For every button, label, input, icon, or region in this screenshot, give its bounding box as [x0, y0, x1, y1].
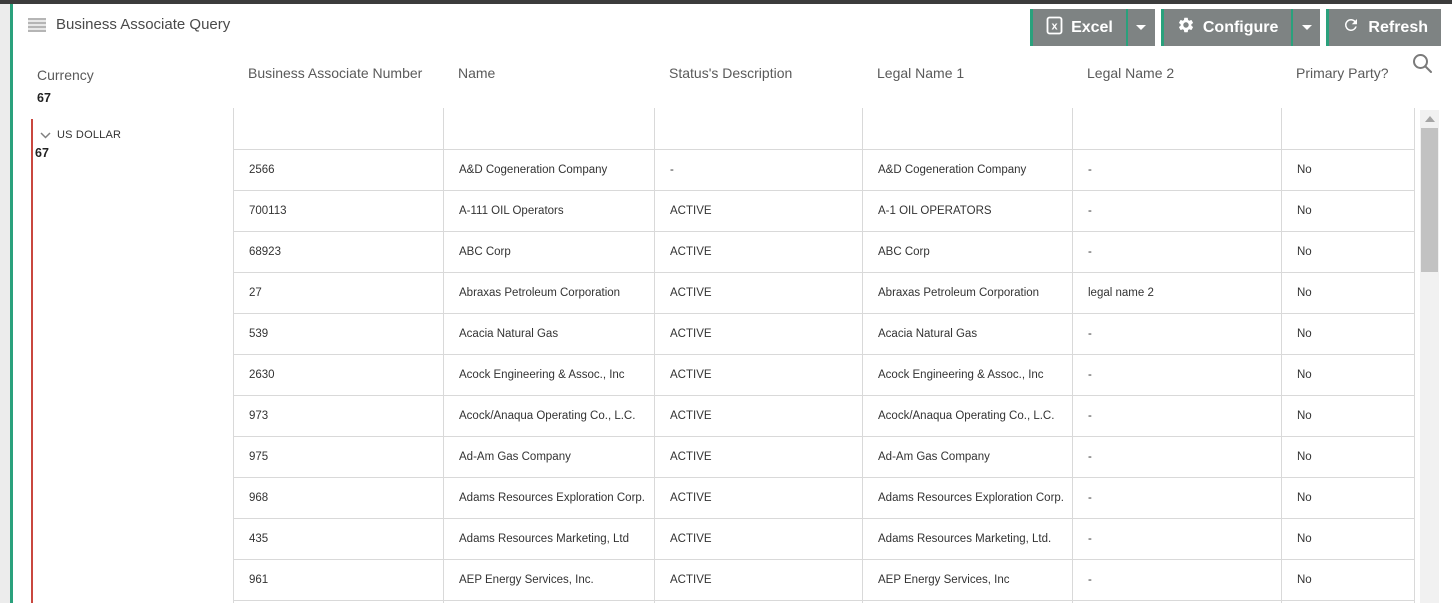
table-cell: No — [1281, 273, 1415, 313]
table-cell: Adams Resources Exploration Corp. — [862, 478, 1072, 518]
table-cell: AEP Energy Services, Inc — [862, 560, 1072, 600]
table-cell: 2566 — [233, 150, 443, 190]
filter-cell[interactable] — [1281, 108, 1415, 149]
table-row[interactable] — [233, 314, 1415, 355]
excel-button-group — [1030, 9, 1155, 46]
table-row[interactable] — [233, 232, 1415, 273]
table-cell: - — [1072, 232, 1281, 272]
toolbar — [1030, 9, 1441, 46]
table-cell: ACTIVE — [654, 314, 862, 354]
table-cell: Abraxas Petroleum Corporation — [862, 273, 1072, 313]
table-cell: Adams Resources Exploration Corp. — [443, 478, 654, 518]
chevron-down-icon[interactable] — [40, 126, 51, 144]
excel-button[interactable] — [1030, 9, 1126, 46]
table-cell: A-111 OIL Operators — [443, 191, 654, 231]
column-header-2[interactable]: Name — [458, 65, 496, 81]
page-title: Business Associate Query — [56, 16, 231, 33]
table-cell: Acock Engineering & Assoc., Inc — [443, 355, 654, 395]
column-header-6[interactable]: Primary Party? — [1296, 65, 1389, 81]
vertical-scrollbar[interactable] — [1420, 110, 1439, 603]
configure-dropdown-button[interactable] — [1291, 9, 1320, 46]
table-cell: 27 — [233, 273, 443, 313]
filter-row[interactable] — [233, 108, 1415, 150]
column-header-4[interactable]: Legal Name 1 — [877, 65, 965, 81]
table-cell: 2630 — [233, 355, 443, 395]
tree-item-label: US DOLLAR — [57, 129, 122, 141]
table-cell: ACTIVE — [654, 232, 862, 272]
table-column-headers — [233, 65, 1415, 81]
table-cell: AEP Energy Services, Inc. — [443, 560, 654, 600]
accent-left-border — [10, 4, 13, 603]
table-cell: No — [1281, 314, 1415, 354]
table-cell: - — [654, 150, 862, 190]
table-row[interactable] — [233, 437, 1415, 478]
caret-down-icon — [1136, 25, 1146, 30]
table-cell: No — [1281, 232, 1415, 272]
table-row[interactable] — [233, 396, 1415, 437]
table-cell: 961 — [233, 560, 443, 600]
svg-text:x: x — [1051, 20, 1058, 32]
table-cell: Acacia Natural Gas — [443, 314, 654, 354]
table-cell: ABC Corp — [862, 232, 1072, 272]
configure-button[interactable] — [1161, 9, 1292, 46]
table-cell: A&D Cogeneration Company — [443, 150, 654, 190]
table-cell: A&D Cogeneration Company — [862, 150, 1072, 190]
refresh-button-label: Refresh — [1368, 18, 1428, 36]
excel-dropdown-button[interactable] — [1126, 9, 1155, 46]
caret-down-icon — [1302, 25, 1312, 30]
table-cell: Adams Resources Marketing, Ltd. — [862, 519, 1072, 559]
gear-icon — [1177, 16, 1195, 39]
top-dark-bar — [0, 0, 1452, 4]
table-cell: 68923 — [233, 232, 443, 272]
column-header-5[interactable]: Legal Name 2 — [1087, 65, 1175, 81]
table-cell: ACTIVE — [654, 478, 862, 518]
table-row[interactable] — [233, 355, 1415, 396]
table-cell: No — [1281, 478, 1415, 518]
table-cell: 968 — [233, 478, 443, 518]
table-cell: ACTIVE — [654, 355, 862, 395]
filter-cell[interactable] — [233, 108, 443, 149]
hamburger-menu-icon[interactable] — [28, 18, 46, 32]
table-cell: - — [1072, 478, 1281, 518]
column-header-3[interactable]: Status's Description — [669, 65, 793, 81]
table-cell: No — [1281, 396, 1415, 436]
table-cell: ACTIVE — [654, 396, 862, 436]
scroll-up-arrow-icon[interactable] — [1425, 116, 1435, 122]
left-gutter — [0, 4, 10, 603]
table-cell: 975 — [233, 437, 443, 477]
table-cell: Ad-Am Gas Company — [443, 437, 654, 477]
table-row[interactable] — [233, 478, 1415, 519]
table-cell: No — [1281, 191, 1415, 231]
table-cell: 539 — [233, 314, 443, 354]
table-cell: No — [1281, 560, 1415, 600]
table-cell: - — [1072, 519, 1281, 559]
table-cell: No — [1281, 150, 1415, 190]
table-cell: legal name 2 — [1072, 273, 1281, 313]
table-row[interactable] — [233, 273, 1415, 314]
table-cell: Acock/Anaqua Operating Co., L.C. — [443, 396, 654, 436]
table-cell: 435 — [233, 519, 443, 559]
table-cell: No — [1281, 355, 1415, 395]
table-cell: Abraxas Petroleum Corporation — [443, 273, 654, 313]
filter-cell[interactable] — [443, 108, 654, 149]
filter-cell[interactable] — [862, 108, 1072, 149]
table-row[interactable] — [233, 191, 1415, 232]
table-row[interactable] — [233, 560, 1415, 601]
column-header-1[interactable]: Business Associate Number — [248, 65, 423, 81]
table-row[interactable] — [233, 519, 1415, 560]
sidebar-total-count: 67 — [37, 91, 51, 105]
table-cell: ACTIVE — [654, 273, 862, 313]
table-cell: Acacia Natural Gas — [862, 314, 1072, 354]
refresh-button[interactable] — [1326, 9, 1441, 46]
filter-cell[interactable] — [1072, 108, 1281, 149]
table-cell: ACTIVE — [654, 519, 862, 559]
table-cell: Acock/Anaqua Operating Co., L.C. — [862, 396, 1072, 436]
table-cell: A-1 OIL OPERATORS — [862, 191, 1072, 231]
refresh-button-group — [1326, 9, 1441, 46]
table-cell: - — [1072, 396, 1281, 436]
tree-item-count: 67 — [35, 146, 49, 160]
configure-button-label: Configure — [1202, 18, 1279, 36]
table-cell: - — [1072, 150, 1281, 190]
table-cell: - — [1072, 437, 1281, 477]
filter-cell[interactable] — [654, 108, 862, 149]
table-cell: - — [1072, 191, 1281, 231]
table-cell: No — [1281, 437, 1415, 477]
excel-button-label: Excel — [1071, 18, 1113, 36]
table-cell: Adams Resources Marketing, Ltd — [443, 519, 654, 559]
table-cell: ACTIVE — [654, 560, 862, 600]
table-cell: ACTIVE — [654, 437, 862, 477]
search-icon[interactable] — [1411, 52, 1433, 81]
table-row[interactable] — [233, 150, 1415, 191]
table-cell: 973 — [233, 396, 443, 436]
table-cell: - — [1072, 355, 1281, 395]
excel-file-icon — [1046, 16, 1063, 40]
table-cell: Ad-Am Gas Company — [862, 437, 1072, 477]
sidebar-column-header-currency[interactable]: Currency — [37, 67, 94, 83]
tree-item-us-dollar[interactable] — [40, 126, 121, 144]
results-table — [233, 108, 1415, 603]
table-cell: Acock Engineering & Assoc., Inc — [862, 355, 1072, 395]
table-cell: - — [1072, 560, 1281, 600]
table-cell: ABC Corp — [443, 232, 654, 272]
table-cell: 700113 — [233, 191, 443, 231]
table-cell: - — [1072, 314, 1281, 354]
scrollbar-thumb[interactable] — [1421, 128, 1438, 272]
table-cell: ACTIVE — [654, 191, 862, 231]
table-cell: No — [1281, 519, 1415, 559]
tree-accent-line — [31, 119, 33, 603]
refresh-icon — [1342, 16, 1360, 39]
configure-button-group — [1161, 9, 1321, 46]
